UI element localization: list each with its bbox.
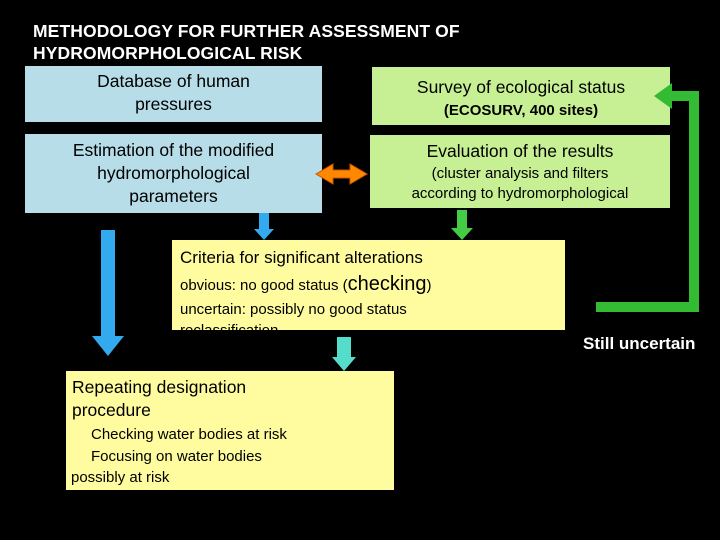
evaluation-line-3: according to hydromorphological [411, 185, 629, 202]
repeating-item-3: possibly at risk [71, 469, 170, 486]
repeating-heading-line-1: Repeating designation [72, 377, 247, 397]
survey-line-1: Survey of ecological status [416, 77, 626, 97]
arrow-evaluation-to-criteria [451, 210, 473, 240]
evaluation-line-2: (cluster analysis and filters [431, 165, 609, 182]
title-line-1: METHODOLOGY FOR FURTHER ASSESSMENT OF [33, 21, 460, 41]
criteria-obvious-prefix: obvious: no good status ( [180, 277, 348, 294]
criteria-obvious-word: checking [347, 273, 427, 295]
repeating-item-2: Focusing on water bodies [91, 448, 262, 465]
evaluation-line-1: Evaluation of the results [426, 141, 614, 161]
estimation-line-3: parameters [129, 186, 218, 206]
estimation-line-1: Estimation of the modified [72, 140, 275, 160]
still-uncertain-label: Still uncertain [583, 334, 696, 353]
title-line-2: HYDROMORPHOLOGICAL RISK [33, 43, 303, 63]
arrow-estimation-to-criteria [254, 213, 274, 240]
repeating-item-1: Checking water bodies at risk [91, 426, 287, 443]
database-line-2: pressures [135, 94, 212, 114]
criteria-uncertain: uncertain: possibly no good status [180, 301, 407, 318]
arrow-criteria-to-repeating [332, 337, 356, 371]
criteria-heading: Criteria for significant alterations [180, 248, 423, 267]
double-arrow-orange [316, 164, 367, 184]
criteria-obvious-suffix: ) [426, 277, 432, 294]
survey-line-2: (ECOSURV, 400 sites) [443, 102, 599, 119]
loop-arrow-green [596, 83, 694, 307]
repeating-heading-line-2: procedure [72, 400, 151, 420]
arrow-long-blue [92, 230, 124, 356]
criteria-cut-line: reclassification [180, 322, 279, 339]
estimation-line-2: hydromorphological [97, 163, 250, 183]
database-line-1: Database of human [97, 71, 250, 91]
